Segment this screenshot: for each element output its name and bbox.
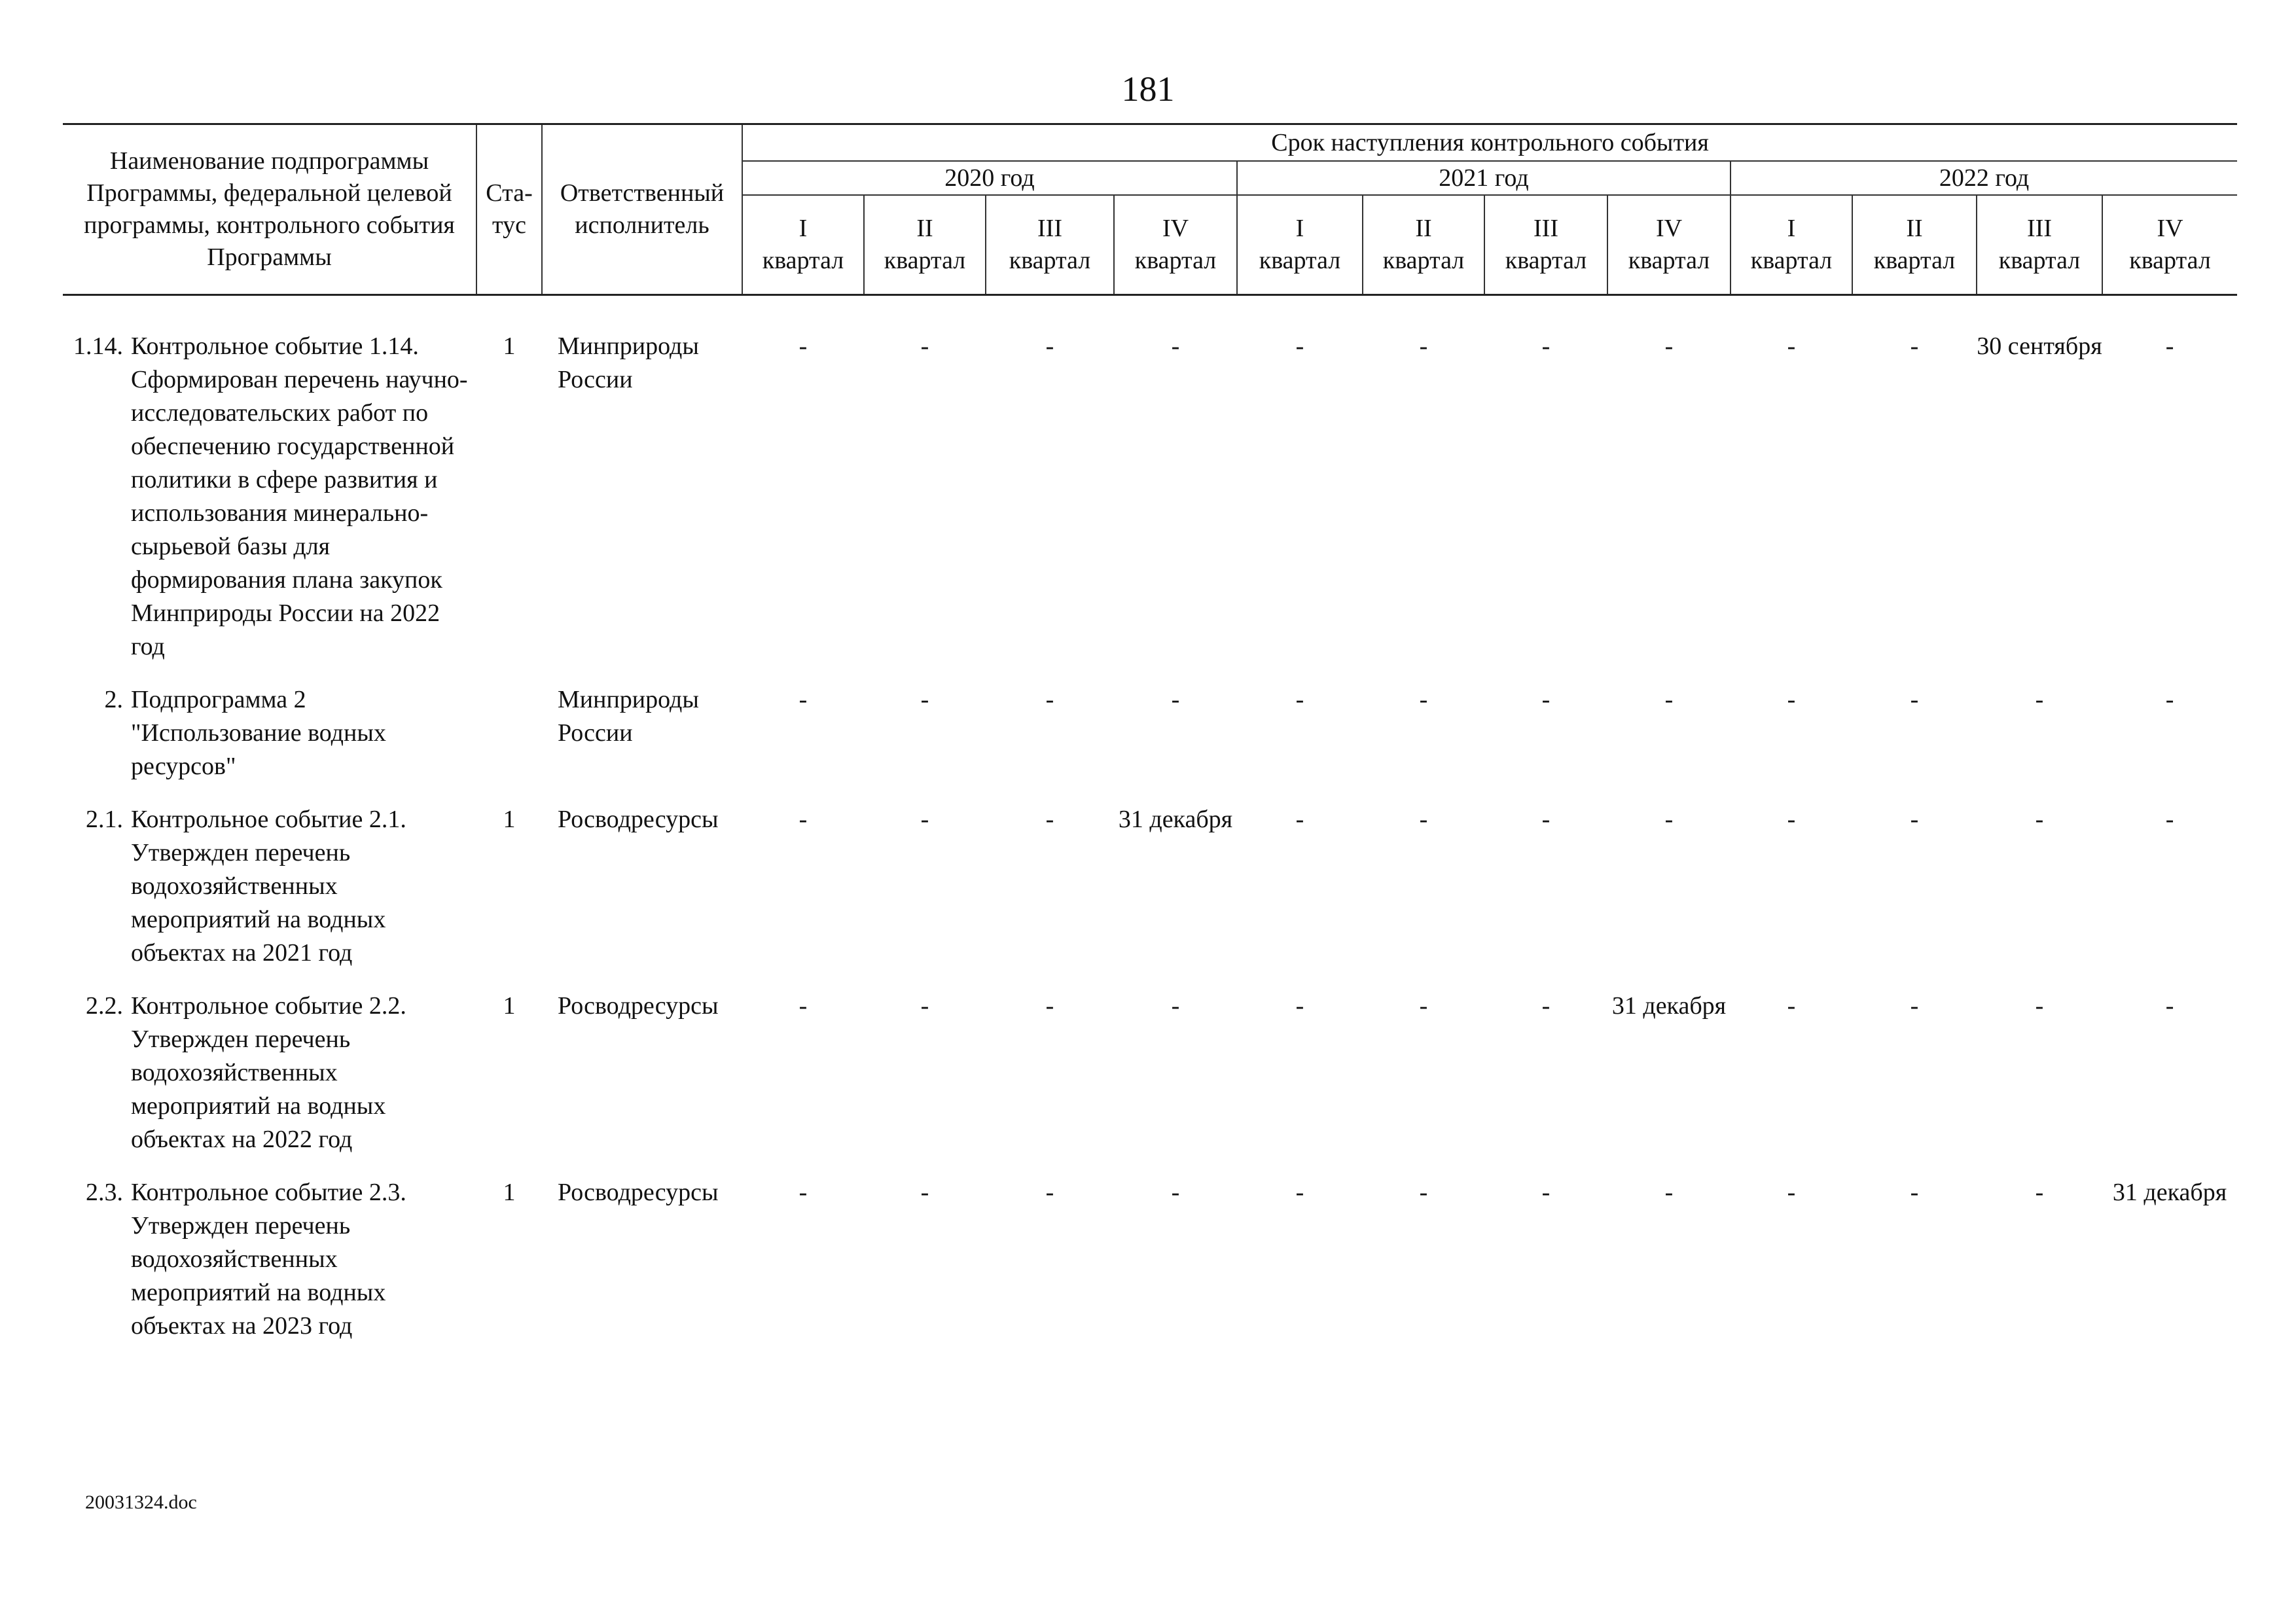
table-body [63, 295, 2237, 1363]
row-executor: Минприроды России [558, 332, 699, 393]
quarter-deadline-cell: - [1910, 686, 1919, 713]
quarter-deadline-cell: - [798, 1179, 808, 1206]
quarter-deadline-cell: - [1295, 686, 1304, 713]
quarter-roman: II [1906, 215, 1923, 242]
quarter-deadline-cell: - [1171, 1179, 1180, 1206]
row-status: 1 [503, 1179, 516, 1206]
header-quarter [1731, 195, 1852, 295]
header-quarter [1363, 195, 1484, 295]
control-events-table [63, 123, 2237, 1363]
quarter-deadline-cell: - [2035, 686, 2044, 713]
table-header [63, 124, 2237, 295]
quarter-deadline-cell: - [1910, 1179, 1919, 1206]
quarter-label: квартал [1505, 247, 1587, 274]
row-status [476, 683, 542, 803]
quarter-label: квартал [1750, 247, 1833, 274]
quarter-deadline-cell: - [2035, 992, 2044, 1020]
file-name-footer: 20031324.doc [85, 1491, 197, 1513]
header-quarter [864, 195, 986, 295]
quarter-roman: I [1787, 215, 1796, 242]
table-row [63, 803, 2237, 990]
quarter-label: квартал [1009, 247, 1091, 274]
row-name-cell [63, 990, 476, 1176]
quarter-deadline-cell: - [1664, 332, 1674, 360]
quarter-deadline-cell: - [798, 332, 808, 360]
quarter-deadline-cell: - [1664, 686, 1674, 713]
header-year: 2022 год [1731, 161, 2237, 195]
quarter-deadline-cell: - [1171, 686, 1180, 713]
header-status: Ста-тус [476, 124, 542, 295]
quarter-label: квартал [1873, 247, 1956, 274]
row-number: 2.1. [86, 806, 123, 833]
quarter-deadline-cell: - [1045, 806, 1054, 833]
header-year: 2020 год [742, 161, 1237, 195]
quarter-deadline-cell: - [1045, 686, 1054, 713]
quarter-label: квартал [1382, 247, 1465, 274]
page-number: 181 [1121, 69, 1175, 109]
header-quarter [1237, 195, 1363, 295]
quarter-deadline-cell: - [1664, 806, 1674, 833]
quarter-roman: IV [1655, 215, 1683, 242]
row-status: 1 [503, 332, 516, 360]
quarter-deadline-cell: 31 декабря [2112, 1179, 2227, 1206]
quarter-roman: IV [2157, 215, 2183, 242]
quarter-deadline-cell: - [1910, 806, 1919, 833]
quarter-label: квартал [762, 247, 844, 274]
quarter-deadline-cell: - [1045, 992, 1054, 1020]
quarter-deadline-cell: - [2165, 332, 2174, 360]
quarter-deadline-cell: - [1295, 332, 1304, 360]
quarter-deadline-cell: 30 сентября [1977, 332, 2102, 360]
row-title: Подпрограмма 2 "Использование водных ресурсов" [131, 686, 386, 780]
quarter-deadline-cell: - [1910, 992, 1919, 1020]
quarter-deadline-cell: 31 декабря [1118, 806, 1233, 833]
header-quarter [1852, 195, 1977, 295]
quarter-deadline-cell: - [1295, 806, 1304, 833]
quarter-deadline-cell: - [1295, 1179, 1304, 1206]
quarter-deadline-cell: - [1910, 332, 1919, 360]
row-name-cell [63, 683, 476, 803]
quarter-deadline-cell: - [1541, 686, 1551, 713]
header-quarter [1607, 195, 1731, 295]
quarter-label: квартал [1134, 247, 1217, 274]
row-status: 1 [503, 992, 516, 1020]
quarter-deadline-cell: - [798, 806, 808, 833]
quarter-deadline-cell: - [1541, 1179, 1551, 1206]
row-title: Контрольное событие 2.3. Утвержден перечень водохозяйственных мероприятий на водных объектах на 2023 год [131, 1179, 406, 1340]
row-executor: Росводресурсы [558, 806, 719, 833]
row-number: 2.3. [86, 1179, 123, 1206]
row-title: Контрольное событие 2.1. Утвержден перечень водохозяйственных мероприятий на водных объектах на 2021 год [131, 806, 406, 967]
row-name-cell [63, 803, 476, 990]
quarter-deadline-cell: - [1541, 992, 1551, 1020]
header-quarter [742, 195, 864, 295]
quarter-deadline-cell: - [1419, 806, 1428, 833]
quarter-deadline-cell: - [2165, 686, 2174, 713]
quarter-roman: III [1037, 215, 1062, 242]
quarter-deadline-cell: - [1045, 1179, 1054, 1206]
header-quarter [1484, 195, 1607, 295]
quarter-deadline-cell: - [920, 686, 929, 713]
quarter-deadline-cell: - [798, 686, 808, 713]
quarter-label: квартал [2129, 247, 2211, 274]
quarter-deadline-cell: - [920, 992, 929, 1020]
quarter-label: квартал [884, 247, 966, 274]
quarter-deadline-cell: - [1419, 992, 1428, 1020]
quarter-label: квартал [1998, 247, 2081, 274]
quarter-roman: III [1534, 215, 1558, 242]
quarter-deadline-cell: - [1295, 992, 1304, 1020]
row-executor: Росводресурсы [558, 992, 719, 1020]
header-name: Наименование подпрограммы Программы, федеральной целевой программы, контрольного события Программы [63, 124, 476, 295]
quarter-deadline-cell: - [1419, 1179, 1428, 1206]
quarter-deadline-cell: - [1419, 686, 1428, 713]
quarter-deadline-cell: - [920, 332, 929, 360]
row-number: 2. [104, 686, 123, 713]
quarter-deadline-cell: 31 декабря [1611, 992, 1727, 1020]
quarter-deadline-cell: - [1541, 332, 1551, 360]
quarter-deadline-cell: - [920, 806, 929, 833]
row-name-cell [63, 1176, 476, 1363]
quarter-label: квартал [1259, 247, 1341, 274]
quarter-roman: III [2027, 215, 2052, 242]
quarter-deadline-cell: - [1171, 332, 1180, 360]
row-title: Контрольное событие 2.2. Утвержден перечень водохозяйственных мероприятий на водных объектах на 2022 год [131, 992, 406, 1153]
quarter-roman: II [916, 215, 933, 242]
quarter-deadline-cell: - [1664, 1179, 1674, 1206]
row-name-cell [63, 295, 476, 684]
quarter-deadline-cell: - [798, 992, 808, 1020]
quarter-deadline-cell: - [1541, 806, 1551, 833]
quarter-deadline-cell: - [1787, 686, 1796, 713]
header-quarter [1977, 195, 2102, 295]
table-row [63, 990, 2237, 1176]
quarter-deadline-cell: - [1787, 806, 1796, 833]
quarter-deadline-cell: - [2165, 992, 2174, 1020]
header-quarter [2102, 195, 2237, 295]
row-status: 1 [503, 806, 516, 833]
quarter-deadline-cell: - [1171, 992, 1180, 1020]
table-row [63, 295, 2237, 684]
quarter-label: квартал [1628, 247, 1710, 274]
row-number: 1.14. [73, 332, 123, 360]
quarter-deadline-cell: - [1419, 332, 1428, 360]
quarter-deadline-cell: - [2035, 806, 2044, 833]
quarter-roman: I [798, 215, 808, 242]
row-executor: Росводресурсы [558, 1179, 719, 1206]
quarter-deadline-cell: - [1787, 332, 1796, 360]
header-quarter [986, 195, 1114, 295]
row-executor: Минприроды России [558, 686, 699, 747]
quarter-deadline-cell: - [2165, 806, 2174, 833]
quarter-deadline-cell: - [2035, 1179, 2044, 1206]
header-year: 2021 год [1237, 161, 1731, 195]
table-row [63, 1176, 2237, 1363]
row-number: 2.2. [86, 992, 123, 1020]
table-row [63, 683, 2237, 803]
header-quarter [1114, 195, 1237, 295]
header-deadline-group: Срок наступления контрольного события [742, 124, 2237, 162]
quarter-deadline-cell: - [1787, 1179, 1796, 1206]
quarter-roman: I [1295, 215, 1304, 242]
quarter-deadline-cell: - [1045, 332, 1054, 360]
quarter-deadline-cell: - [920, 1179, 929, 1206]
row-title: Контрольное событие 1.14. Сформирован перечень научно-исследовательских работ по обеспечению государственной политики в сфере развития и использования минерально-сырьевой базы для формирования плана закупок Минприроды России на 2022 год [131, 332, 468, 660]
quarter-roman: II [1415, 215, 1432, 242]
header-executor: Ответственный исполнитель [542, 124, 742, 295]
quarter-roman: IV [1162, 215, 1189, 242]
quarter-deadline-cell: - [1787, 992, 1796, 1020]
